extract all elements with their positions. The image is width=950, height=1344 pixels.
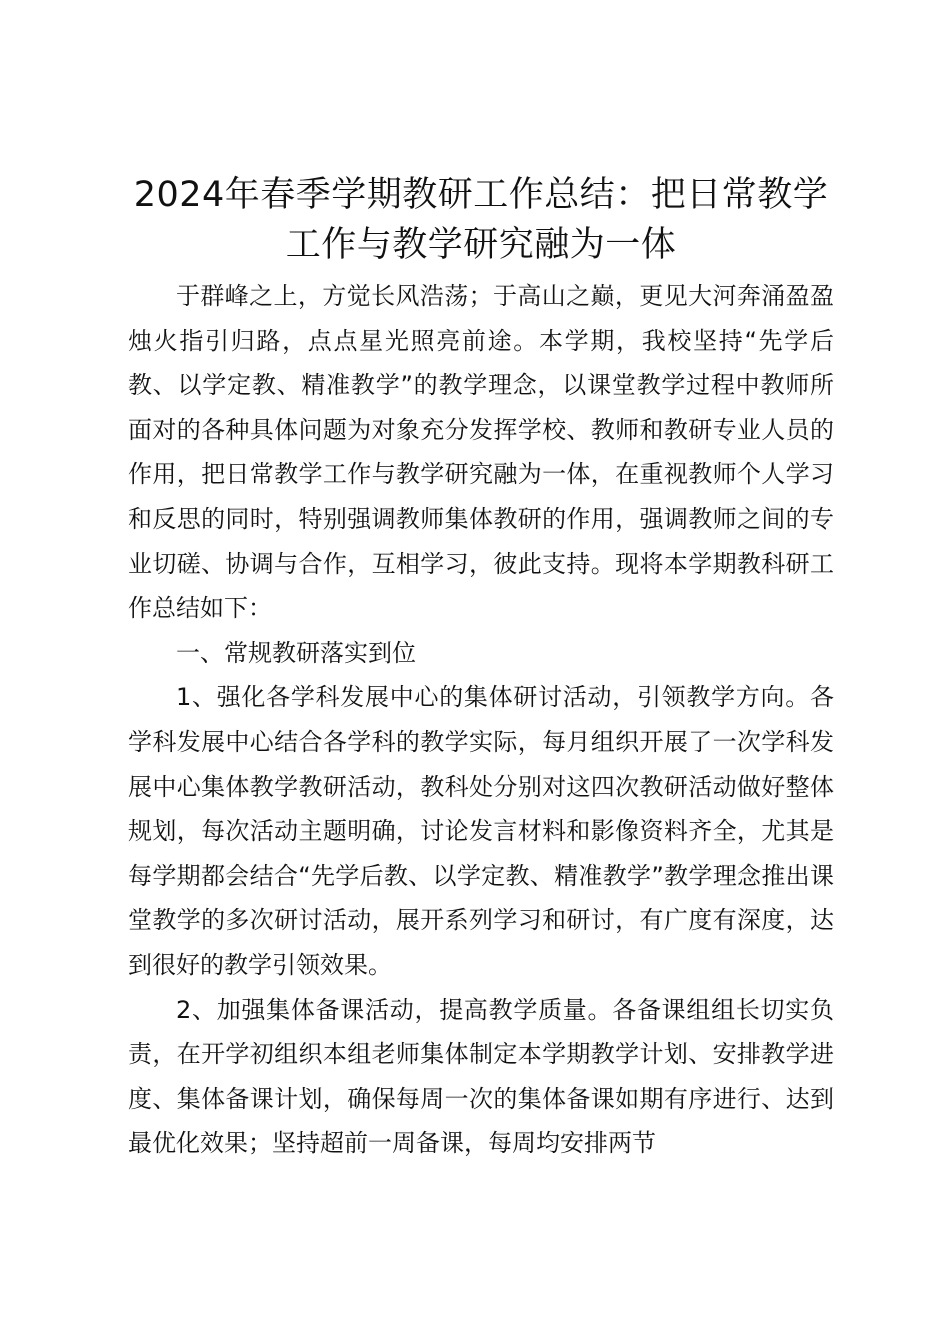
title-line-2: 工作与教学研究融为一体 bbox=[285, 225, 677, 265]
title-line-1: 2024年春季学期教研工作总结：把日常教学 bbox=[133, 175, 829, 215]
document-title bbox=[128, 170, 834, 270]
body-paragraph: 2、加强集体备课活动，提高教学质量。各备课组组长切实负责，在开学初组织本组老师集体制定本学期教学计划、安排教学进度、集体备课计划，确保每周一次的集体备课如期有序进行、达到最优化效果；坚持超前一周备课，每周均安排两节 bbox=[128, 995, 834, 1158]
intro-paragraph: 于群峰之上，方觉长风浩荡；于高山之巅，更见大河奔涌盈盈烛火指引归路，点点星光照亮前途。本学期，我校坚持“先学后教、以学定教、精准教学”的教学理念，以课堂教学过程中教师所面对的各种具体问题为对象充分发挥学校、教师和教研专业人员的作用，把日常教学工作与教学研究融为一体，在重视教师个人学习和反思的同时，特别强调教师集体教研的作用，强调教师之间的专业切磋、协调与合作，互相学习，彼此支持。现将本学期教科研工作总结如下： bbox=[128, 282, 834, 623]
document-body bbox=[128, 274, 834, 1166]
section-heading: 一、常规教研落实到位 bbox=[176, 638, 416, 667]
body-paragraph: 1、强化各学科发展中心的集体研讨活动，引领教学方向。各学科发展中心结合各学科的教学实际，每月组织开展了一次学科发展中心集体教学教研活动，教科处分别对这四次教研活动做好整体规划，每次活动主题明确，讨论发言材料和影像资料齐全，尤其是每学期都会结合“先学后教、以学定教、精准教学”教学理念推出课堂教学的多次研讨活动，展开系列学习和研讨，有广度有深度，达到很好的教学引领效果。 bbox=[128, 683, 834, 979]
